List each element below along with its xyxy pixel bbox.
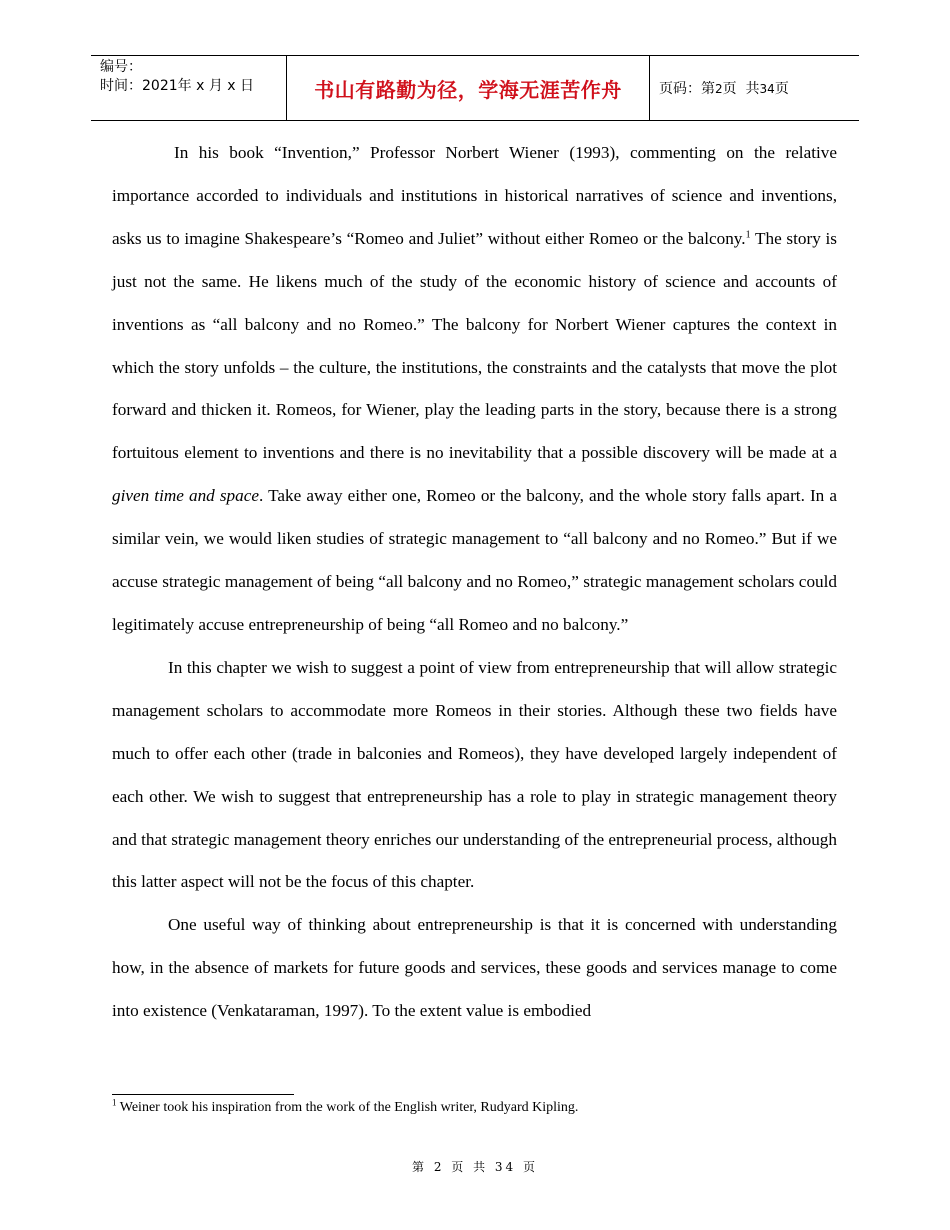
paragraph-1-part-a: In his book “Invention,” Professor Norbert Wiener (1993), commenting on the relative importance accorded to individuals and institutions in historical narratives of science and inventions, asks us to imagine Shakespeare’s “Romeo and Juliet” without either Romeo or the balcony. [112, 143, 837, 248]
footnote-reference: 1 [745, 229, 751, 241]
total-pages: 34 [759, 82, 775, 96]
total-label: 共 [745, 81, 760, 97]
paragraph-3: One useful way of thinking about entrepreneurship is that it is concerned with understanding how, in the absence of markets for future goods and services, these goods and services manage to come into existence (Venkataraman, 1997). To the extent value is embodied [112, 915, 837, 1021]
paragraph-1-italic: given time and space [112, 486, 259, 506]
header-meta [91, 56, 287, 120]
page-code [659, 78, 789, 98]
number-label: 编号： [100, 59, 142, 75]
month-char: 月 [208, 78, 223, 94]
footnote-text: Weiner took his inspiration from the work of the English writer, Rudyard Kipling. [116, 1100, 579, 1115]
paragraph-1 [112, 132, 837, 647]
page-label: 页码：第 [659, 81, 715, 97]
page-number: 2 [715, 82, 723, 96]
motto: 书山有路勤为径，学海无涯苦作舟 [314, 77, 622, 102]
page-footer: 第 2 页 共 34 页 [412, 1160, 538, 1174]
year-char: 年 [177, 78, 192, 94]
footnote-separator [112, 1094, 294, 1095]
month: x [196, 78, 205, 94]
year: 2021 [142, 78, 178, 94]
day: x [227, 78, 236, 94]
time-label: 时间： [100, 78, 142, 94]
page-header [91, 55, 859, 121]
page-char: 页 [722, 81, 737, 97]
time-line [100, 77, 286, 96]
footnote [112, 1097, 837, 1116]
header-page-cell [650, 56, 859, 120]
header-motto-cell [287, 56, 650, 120]
total-char: 页 [774, 81, 789, 97]
body-text [112, 132, 837, 1033]
day-char: 日 [240, 78, 255, 94]
paragraph-1-part-b: The story is just not the same. He likens much of the study of the economic history of science and accounts of inventions as “all balcony and no Romeo.” The balcony for Norbert Wiener captures the context in which the story unfolds – the culture, the institutions, the constraints and the catalysts that move the plot forward and thicken it. Romeos, for Wiener, play the leading parts in the story, because there is a strong fortuitous element to inventions and there is no inevitability that a possible discovery will be made at a [112, 228, 837, 463]
footnote-marker: 1 [112, 1097, 117, 1108]
paragraph-1-part-c: . Take away either one, Romeo or the balcony, and the whole story falls apart. In a similar vein, we would liken studies of strategic management to “all balcony and no Romeo.” But if we accuse strategic management of being “all balcony and no Romeo,” strategic management scholars could legitimately accuse entrepreneurship of being “all Romeo and no balcony.” [112, 486, 837, 634]
paragraph-2: In this chapter we wish to suggest a point of view from entrepreneurship that will allow strategic management scholars to accommodate more Romeos in their stories. Although these two fields have much to offer each other (trade in balconies and Romeos), they have developed largely independent of each other. We wish to suggest that entrepreneurship has a role to play in strategic management theory and that strategic management theory enriches our understanding of the entrepreneurial process, although this latter aspect will not be the focus of this chapter. [112, 657, 837, 892]
